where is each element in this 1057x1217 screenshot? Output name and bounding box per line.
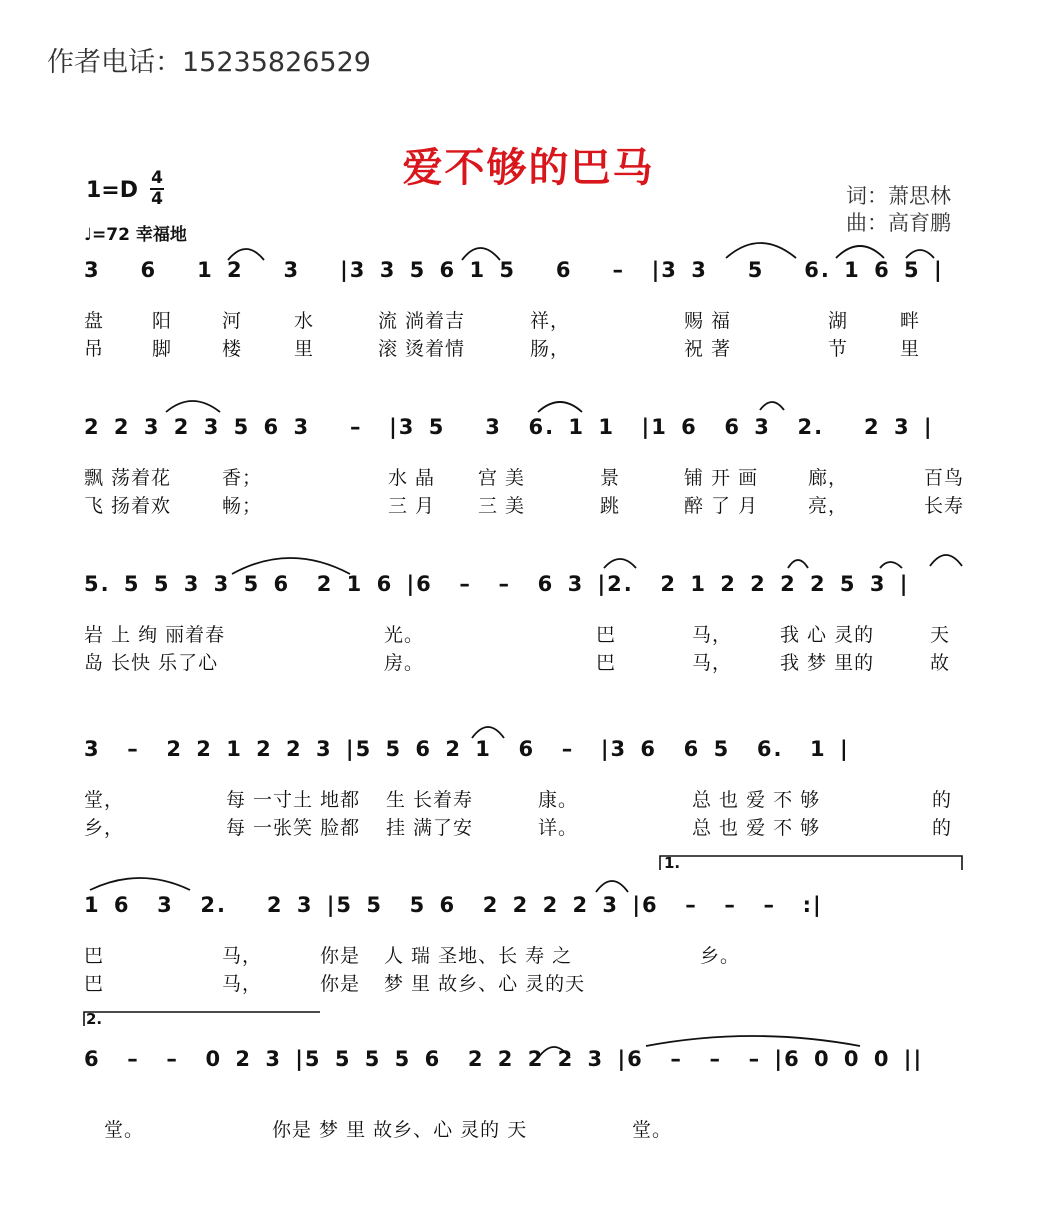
verse1-lyric: 你是 梦 里 故乡、心 灵的 天 <box>272 1119 528 1141</box>
verse1-lyric: 每 一寸土 地都 <box>226 789 361 811</box>
verse2-lyric: 醉 了 月 <box>684 495 759 517</box>
verse2-lyric: 祝 著 <box>684 338 732 360</box>
verse1-lyric: 阳 <box>152 310 173 332</box>
slur <box>232 558 350 574</box>
verse2-lyric: 脚 <box>152 338 173 360</box>
verse1-lyric: 岩 上 绚 丽着春 <box>84 624 226 646</box>
verse1-lyric: 堂。 <box>104 1119 145 1141</box>
verse2-lyric: 每 一张笑 脸都 <box>226 817 361 839</box>
verse2-lyric: 详。 <box>538 817 579 839</box>
slur <box>228 249 264 260</box>
slur <box>788 560 808 568</box>
time-sig-bottom: 4 <box>151 189 163 209</box>
verse2-lyric: 肠， <box>530 338 571 360</box>
notation-row: 3 – 2 2 1 2 2 3 |5 5 6 2 1 6 – |3 6 6 5 6. 1 | <box>84 737 850 761</box>
verse1-lyric: 生 长着寿 <box>386 789 474 811</box>
verse2-lyric: 吊 <box>84 338 105 360</box>
verse2-lyric: 飞 扬着欢 <box>84 495 172 517</box>
slur <box>836 246 884 258</box>
slur <box>930 555 962 566</box>
verse1-lyric: 乡。 <box>700 945 741 967</box>
volta-bracket-1 <box>660 856 962 870</box>
verse1-lyric: 赐 福 <box>684 310 732 332</box>
lyricist-credit: 词：萧思林 <box>846 184 951 208</box>
song-title: 爱不够的巴马 <box>402 144 655 191</box>
notation-row: 3 6 1 2 3 |3 3 5 6 1 5 6 – |3 3 5 6. 1 6 5 | <box>84 258 944 282</box>
volta-label: 1. <box>664 854 681 872</box>
verse1-lyric: 堂， <box>84 789 125 811</box>
slur <box>760 402 784 410</box>
verse2-lyric: 梦 里 故乡、心 灵的天 <box>384 973 586 995</box>
verse2-lyric: 畅； <box>222 495 263 517</box>
verse2-lyric: 里 <box>294 338 315 360</box>
verse2-lyric: 岛 长快 乐了心 <box>84 652 219 674</box>
slur <box>596 881 628 892</box>
verse1-lyric: 你是 <box>320 945 361 967</box>
verse1-lyric: 飘 荡着花 <box>84 467 172 489</box>
verse2-lyric: 马， <box>222 973 263 995</box>
slur <box>462 248 500 260</box>
notation-row: 6 – – 0 2 3 |5 5 5 5 6 2 2 2 2 3 |6 – – – |6 0 0 0 || <box>84 1047 924 1071</box>
verse2-lyric: 亮， <box>808 495 849 517</box>
verse1-lyric: 光。 <box>384 624 425 646</box>
verse1-lyric: 铺 开 画 <box>684 467 759 489</box>
time-sig-top: 4 <box>151 168 163 188</box>
verse2-lyric: 巴 <box>84 973 105 995</box>
slur <box>538 1047 570 1058</box>
verse1-lyric: 巴 <box>596 624 617 646</box>
verse2-lyric: 节 <box>828 338 849 360</box>
verse2-lyric: 里 <box>900 338 921 360</box>
verse2-lyric: 跳 <box>600 495 621 517</box>
verse1-lyric: 我 心 灵的 <box>780 624 875 646</box>
verse1-lyric: 巴 <box>84 945 105 967</box>
verse2-lyric: 房。 <box>384 652 425 674</box>
volta-bracket-2 <box>84 1012 320 1026</box>
notation-row: 2 2 3 2 3 5 6 3 – |3 5 3 6. 1 1 |1 6 6 3 2. 2 3 | <box>84 415 934 439</box>
volta-label: 2. <box>86 1010 103 1028</box>
verse1-lyric: 河 <box>222 310 243 332</box>
verse1-lyric: 廊， <box>808 467 849 489</box>
verse1-lyric: 百鸟 <box>924 467 965 489</box>
verse2-lyric: 乡， <box>84 817 125 839</box>
verse1-lyric: 水 <box>294 310 315 332</box>
verse1-lyric: 人 瑞 圣地、长 寿 之 <box>384 945 573 967</box>
verse1-lyric: 的 <box>932 789 953 811</box>
verse1-lyric: 总 也 爱 不 够 <box>692 789 821 811</box>
verse1-lyric: 景 <box>600 467 621 489</box>
composer-credit: 曲：高育鹏 <box>846 211 951 235</box>
verse1-lyric: 天 <box>930 624 951 646</box>
verse2-lyric: 你是 <box>320 973 361 995</box>
slur <box>538 402 582 412</box>
verse1-lyric: 马， <box>222 945 263 967</box>
slur <box>646 1036 860 1046</box>
slur <box>604 559 636 568</box>
verse1-lyric: 堂。 <box>632 1119 673 1141</box>
verse2-lyric: 的 <box>932 817 953 839</box>
verse1-lyric: 盘 <box>84 310 105 332</box>
slur <box>906 250 934 258</box>
slur <box>90 878 190 890</box>
tempo-marking: ♩=72 幸福地 <box>84 225 187 245</box>
verse2-lyric: 长寿 <box>924 495 965 517</box>
key-signature: 1=D <box>86 178 139 203</box>
verse2-lyric: 挂 满了安 <box>386 817 474 839</box>
verse2-lyric: 巴 <box>596 652 617 674</box>
notation-row: 1 6 3 2. 2 3 |5 5 5 6 2 2 2 2 3 |6 – – – :| <box>84 893 823 917</box>
slur <box>880 562 902 568</box>
author-contact: 作者电话：15235826529 <box>47 47 371 78</box>
verse2-lyric: 楼 <box>222 338 243 360</box>
verse1-lyric: 康。 <box>538 789 579 811</box>
verse1-lyric: 水 晶 <box>388 467 436 489</box>
verse1-lyric: 祥， <box>530 310 571 332</box>
verse1-lyric: 宫 美 <box>478 467 526 489</box>
verse2-lyric: 马， <box>692 652 733 674</box>
verse1-lyric: 香； <box>222 467 263 489</box>
slur <box>726 243 796 258</box>
verse1-lyric: 畔 <box>900 310 921 332</box>
verse2-lyric: 总 也 爱 不 够 <box>692 817 821 839</box>
verse2-lyric: 我 梦 里的 <box>780 652 875 674</box>
verse2-lyric: 三 美 <box>478 495 526 517</box>
verse2-lyric: 故 <box>930 652 951 674</box>
verse1-lyric: 湖 <box>828 310 849 332</box>
verse1-lyric: 流 淌着吉 <box>378 310 466 332</box>
slur <box>472 727 504 738</box>
notation-row: 5. 5 5 3 3 5 6 2 1 6 |6 – – 6 3 |2. 2 1 2 2 2 2 5 3 | <box>84 572 910 596</box>
verse2-lyric: 滚 烫着情 <box>378 338 466 360</box>
verse2-lyric: 三 月 <box>388 495 436 517</box>
slur <box>166 401 220 412</box>
verse1-lyric: 马， <box>692 624 733 646</box>
